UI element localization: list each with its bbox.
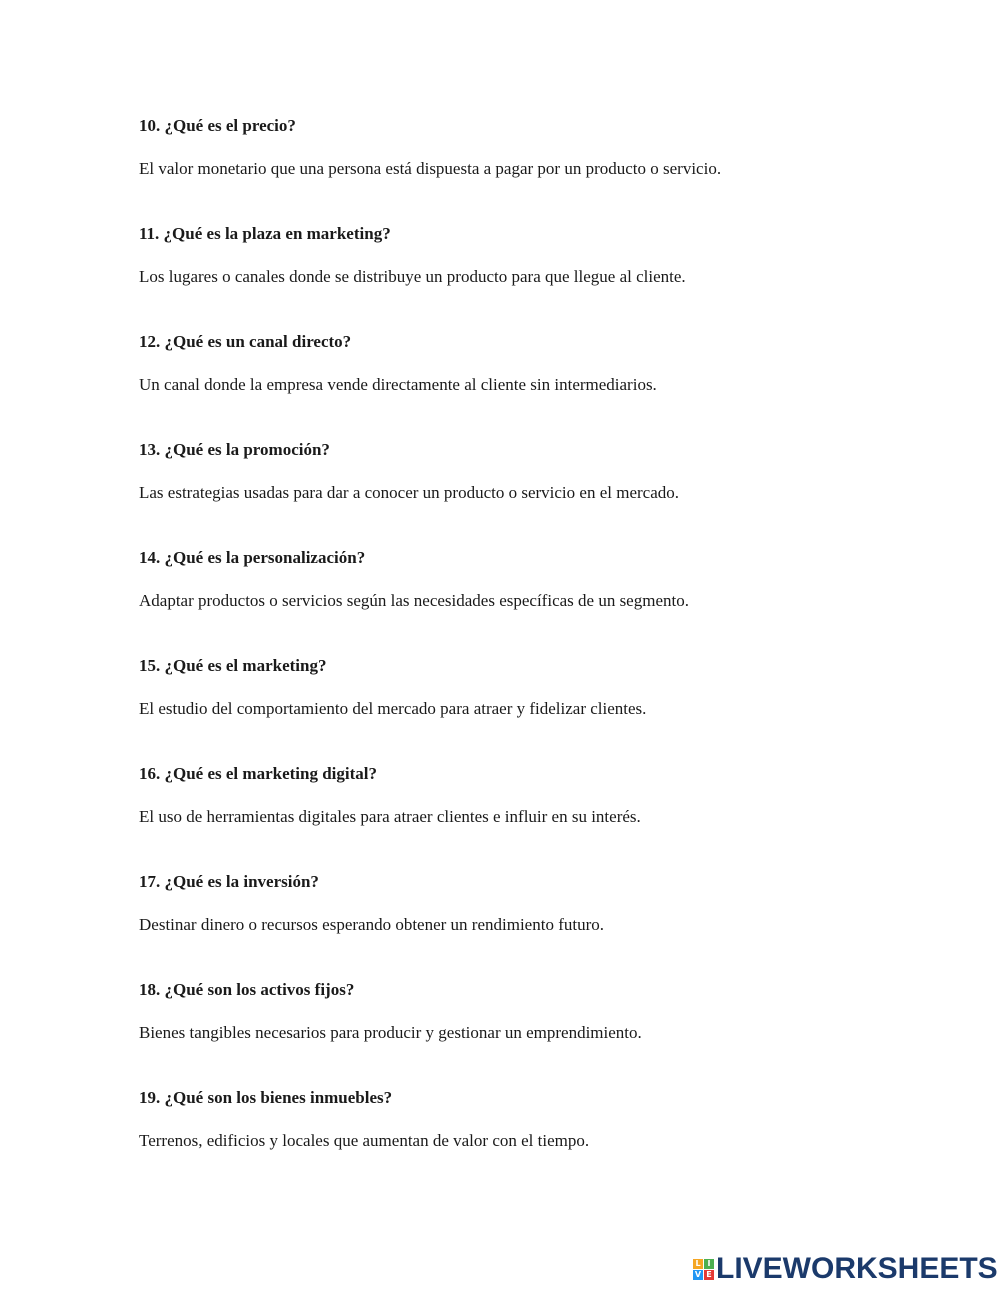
question: 16. ¿Qué es el marketing digital?	[139, 764, 377, 783]
logo-letter: I	[704, 1259, 714, 1269]
answer: El valor monetario que una persona está dispuesta a pagar por un producto o servicio.	[139, 159, 722, 178]
answer: Bienes tangibles necesarios para producir y gestionar un emprendimiento.	[139, 1023, 642, 1042]
question: 18. ¿Qué son los activos fijos?	[139, 980, 355, 999]
question: 17. ¿Qué es la inversión?	[139, 872, 319, 891]
answer: Adaptar productos o servicios según las necesidades específicas de un segmento.	[139, 591, 689, 610]
question: 10. ¿Qué es el precio?	[139, 116, 296, 135]
answer: Destinar dinero o recursos esperando obtener un rendimiento futuro.	[139, 915, 604, 934]
answer: Terrenos, edificios y locales que aumentan de valor con el tiempo.	[139, 1131, 590, 1150]
liveworksheets-logo-icon	[693, 1259, 714, 1280]
liveworksheets-brand[interactable]	[693, 1252, 998, 1286]
question: 15. ¿Qué es el marketing?	[139, 656, 327, 675]
qa-item	[139, 438, 959, 546]
logo-letter: V	[694, 1269, 702, 1279]
answer: El uso de herramientas digitales para atraer clientes e influir en su interés.	[139, 807, 641, 826]
logo-letter: L	[693, 1259, 703, 1269]
qa-item	[139, 546, 959, 654]
worksheet	[139, 114, 959, 1194]
answer: Los lugares o canales donde se distribuye un producto para que llegue al cliente.	[139, 267, 686, 286]
qa-item	[139, 762, 959, 870]
qa-item	[139, 222, 959, 330]
qa-item	[139, 330, 959, 438]
question: 19. ¿Qué son los bienes inmuebles?	[139, 1088, 393, 1107]
qa-item	[139, 870, 959, 978]
question: 13. ¿Qué es la promoción?	[139, 440, 330, 459]
answer: Un canal donde la empresa vende directamente al cliente sin intermediarios.	[139, 375, 657, 394]
question: 11. ¿Qué es la plaza en marketing?	[139, 224, 391, 243]
brand-name: LIVEWORKSHEETS	[716, 1252, 998, 1285]
qa-item	[139, 114, 959, 222]
qa-item	[139, 978, 959, 1086]
answer: El estudio del comportamiento del mercado para atraer y fidelizar clientes.	[139, 699, 647, 718]
logo-letter: E	[704, 1270, 714, 1280]
qa-item	[139, 1086, 959, 1194]
answer: Las estrategias usadas para dar a conocer un producto o servicio en el mercado.	[139, 483, 679, 502]
question: 12. ¿Qué es un canal directo?	[139, 332, 352, 351]
qa-item	[139, 654, 959, 762]
question: 14. ¿Qué es la personalización?	[139, 548, 366, 567]
